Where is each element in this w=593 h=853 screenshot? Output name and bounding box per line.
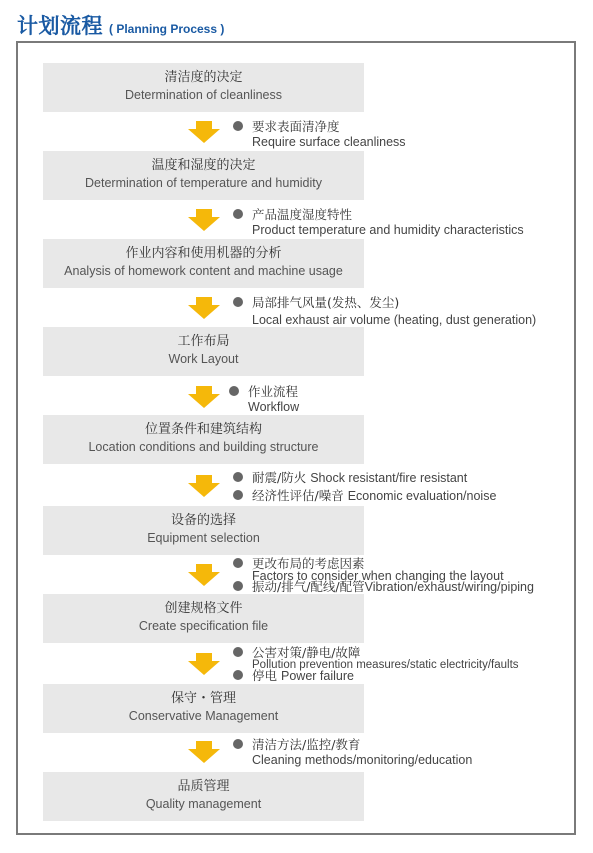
bullet-icon xyxy=(233,472,243,482)
down-arrow-icon xyxy=(188,209,220,231)
step-label-en: Create specification file xyxy=(138,619,269,633)
step-quality-management xyxy=(43,772,364,821)
note-text-zh: 更改布局的考虑因素 xyxy=(252,556,365,571)
bullet-icon xyxy=(233,647,243,657)
step-cleanliness xyxy=(43,63,364,112)
down-arrow-icon xyxy=(188,297,220,319)
bullet-icon xyxy=(233,490,243,500)
bullet-icon xyxy=(233,581,243,591)
bullet-icon xyxy=(233,558,243,568)
note-text-en: Workflow xyxy=(248,400,300,414)
step-homework-analysis xyxy=(43,239,364,288)
page-header xyxy=(17,10,224,40)
note-text-en: Cleaning methods/monitoring/education xyxy=(252,753,473,767)
note-text-en: Require surface cleanliness xyxy=(252,135,406,149)
note-text-en: Factors to consider when changing the layout xyxy=(252,569,504,583)
page-title: 计划流程 xyxy=(17,14,103,38)
step-label-en: Determination of cleanliness xyxy=(124,88,283,102)
step-label-zh: 清洁度的决定 xyxy=(164,70,243,85)
step-location-building xyxy=(43,415,364,464)
bullet-icon xyxy=(233,739,243,749)
down-arrow-icon xyxy=(188,475,220,497)
step-work-layout xyxy=(43,327,364,376)
down-arrow-icon xyxy=(188,741,220,763)
note-text-en: Product temperature and humidity characteristics xyxy=(252,223,524,237)
page-subtitle: ( Planning Process ) xyxy=(109,22,225,36)
step-label-en: Analysis of homework content and machine usage xyxy=(64,264,343,278)
note-text-zh: 要求表面清净度 xyxy=(252,119,340,134)
note-text-en: Economic evaluation/noise xyxy=(347,489,497,503)
step-label-en: Determination of temperature and humidity xyxy=(85,176,322,190)
step-label-zh: 位置条件和建筑结构 xyxy=(144,422,262,437)
note-text-zh: 经济性评估/噪音 xyxy=(252,488,344,503)
note-text-zh: 作业流程 xyxy=(248,384,299,399)
step-label-zh: 保守・管理 xyxy=(170,691,236,706)
note-text-zh: 局部排气风量(发热、发尘) xyxy=(252,295,400,310)
step-label-en: Location conditions and building structure xyxy=(88,440,319,454)
step-label-zh: 创建规格文件 xyxy=(164,601,243,616)
bullet-icon xyxy=(233,121,243,131)
note-text-zh: 公害对策/静电/故障 xyxy=(252,645,361,660)
note-text-zh: 产品温度湿度特性 xyxy=(252,207,353,222)
note-text-en: Shock resistant/fire resistant xyxy=(310,471,468,485)
note-text-en: Pollution prevention measures/static electricity/faults xyxy=(252,659,519,671)
down-arrow-icon xyxy=(188,386,220,408)
down-arrow-icon xyxy=(188,653,220,675)
note-text-zh: 停电 xyxy=(252,668,278,683)
note-text-zh: 耐震/防火 xyxy=(252,470,307,485)
down-arrow-icon xyxy=(188,121,220,143)
step-specification-file xyxy=(43,594,364,643)
step-label-en: Conservative Management xyxy=(128,709,279,723)
bullet-icon xyxy=(229,386,239,396)
bullet-icon xyxy=(233,297,243,307)
step-conservative-management xyxy=(43,684,364,733)
step-label-en: Work Layout xyxy=(168,352,239,366)
note-text-zh: 清洁方法/监控/教育 xyxy=(252,737,361,752)
note-text-en: Local exhaust air volume (heating, dust generation) xyxy=(252,313,537,327)
step-equipment-selection xyxy=(43,506,364,555)
step-label-zh: 温度和湿度的决定 xyxy=(151,158,256,173)
down-arrow-icon xyxy=(188,564,220,586)
step-label-en: Equipment selection xyxy=(147,531,260,545)
step-label-en: Quality management xyxy=(145,797,262,811)
bullet-icon xyxy=(233,209,243,219)
note-text-en: Power failure xyxy=(281,669,354,683)
bullet-icon xyxy=(233,670,243,680)
step-temperature-humidity xyxy=(43,151,364,200)
step-label-zh: 品质管理 xyxy=(177,779,230,794)
step-label-zh: 设备的选择 xyxy=(170,513,236,528)
step-label-zh: 工作布局 xyxy=(177,334,230,349)
step-label-zh: 作业内容和使用机器的分析 xyxy=(125,246,282,261)
note-text-zh: 振动/排气/配线/配管 xyxy=(252,579,365,594)
note-text-en: Vibration/exhaust/wiring/piping xyxy=(364,580,534,594)
